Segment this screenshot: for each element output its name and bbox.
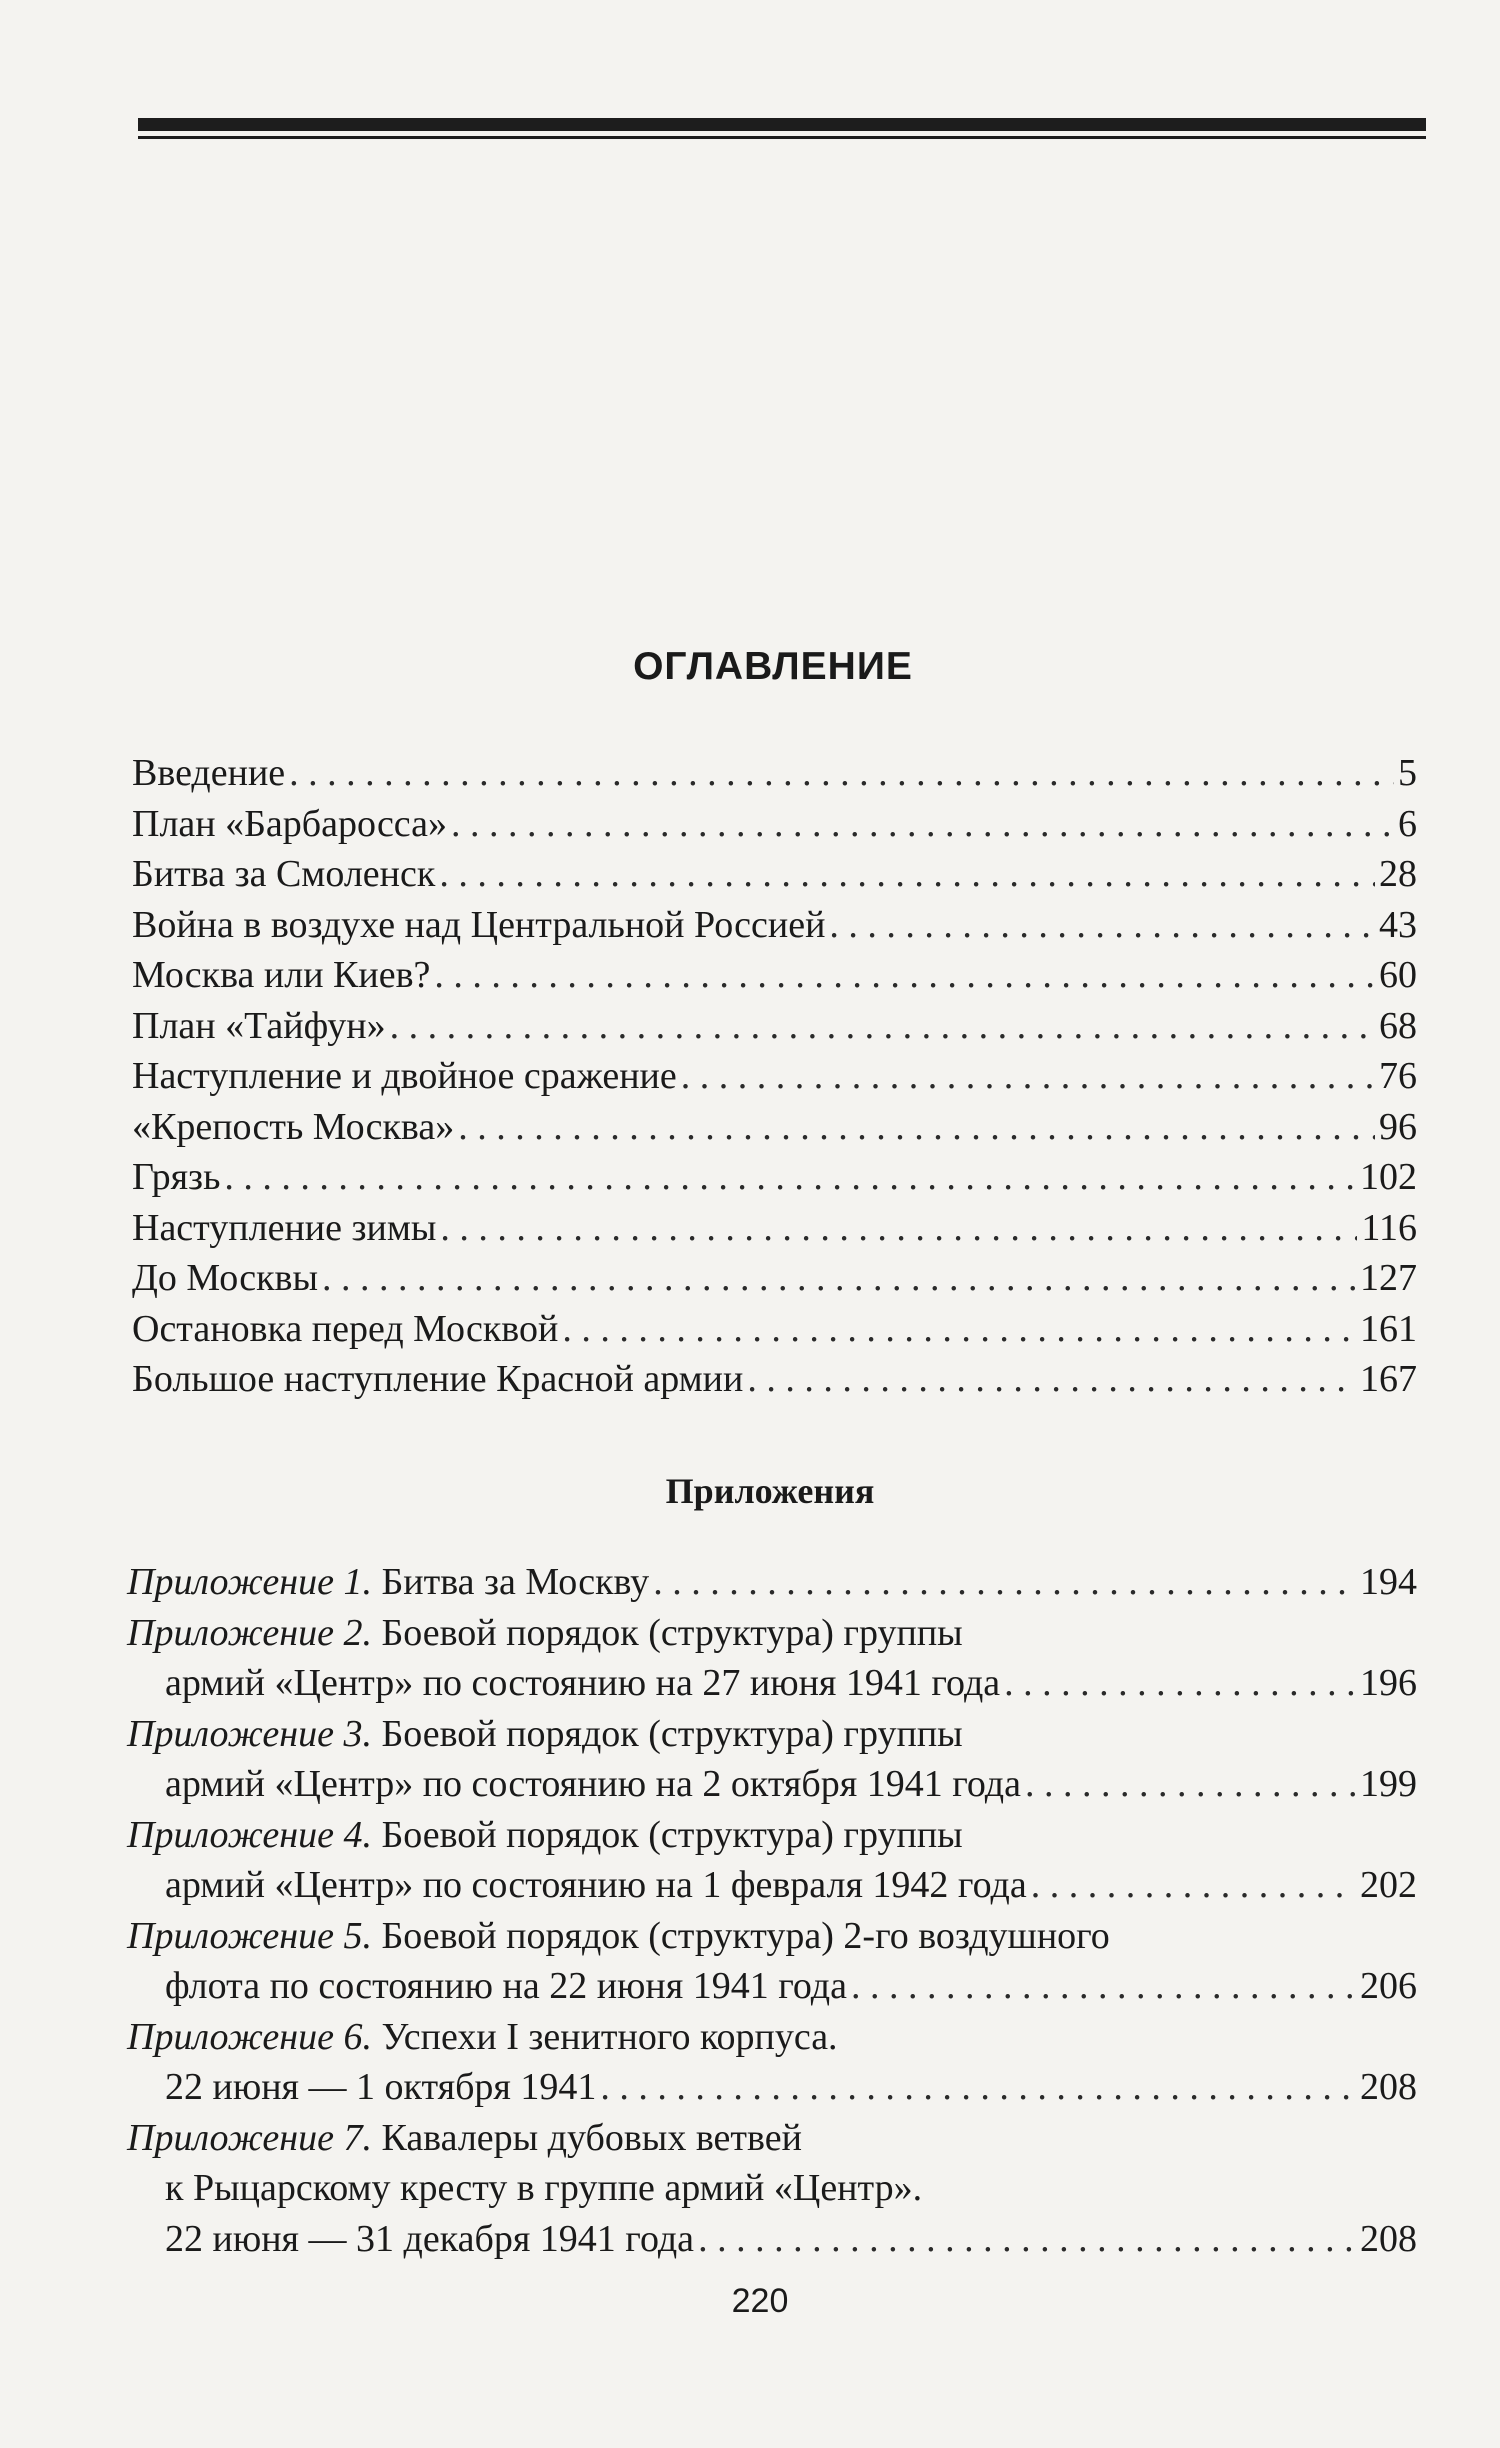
leader-dots — [825, 900, 1375, 951]
appendix-label: Приложение 6. — [127, 2015, 372, 2058]
leader-dots — [436, 1203, 1357, 1254]
toc-entry — [132, 1304, 1417, 1355]
appendix-line: к Рыцарскому кресту в группе армий «Центр». — [165, 2167, 923, 2209]
toc-entry-page: 76 — [1379, 1055, 1417, 1097]
leader-dots — [677, 1051, 1375, 1102]
toc-entry-page: 167 — [1360, 1358, 1417, 1400]
leader-dots — [220, 1152, 1356, 1203]
appendix-page: 196 — [1360, 1662, 1417, 1704]
header-rule-thick — [138, 118, 1426, 131]
appendix-entry — [127, 2012, 1417, 2113]
appendix-label: Приложение 5. — [127, 1914, 372, 1957]
toc-entry — [132, 1152, 1417, 1203]
appendix-page: 208 — [1360, 2217, 1417, 2260]
appendix-line: армий «Центр» по состоянию на 27 июня 1941 года — [165, 1662, 1001, 1704]
toc-entry-title: Наступление и двойное сражение — [132, 1055, 677, 1097]
toc-entry-page: 28 — [1379, 853, 1417, 895]
toc-entry-title: Грязь — [132, 1156, 221, 1198]
toc-entry-title: Война в воздухе над Центральной Россией — [132, 903, 826, 946]
toc-entry-title: «Крепость Москва» — [132, 1105, 455, 1148]
leader-dots — [847, 1961, 1356, 2012]
toc-entry — [132, 748, 1417, 799]
leader-dots — [1027, 1860, 1356, 1911]
appendix-entry — [127, 1810, 1417, 1911]
toc-entry-page: 116 — [1361, 1206, 1417, 1249]
toc-entry-page: 68 — [1379, 1004, 1417, 1047]
toc-entry — [132, 849, 1417, 900]
leader-dots — [430, 950, 1375, 1001]
toc-entry — [132, 1102, 1417, 1153]
leader-dots — [558, 1304, 1356, 1355]
toc-entry — [132, 1354, 1417, 1405]
appendix-entry — [127, 2113, 1417, 2265]
toc-entry-title: Остановка перед Москвой — [132, 1307, 559, 1350]
appendix-line: 22 июня — 31 декабря 1941 года — [165, 2217, 695, 2260]
toc-entry-title: Большое наступление Красной армии — [132, 1358, 744, 1400]
toc-entry-page: 102 — [1360, 1156, 1417, 1198]
leader-dots — [285, 748, 1394, 799]
toc-entry-page: 6 — [1398, 802, 1417, 845]
page-number: 220 — [731, 2282, 789, 2320]
appendix-line: армий «Центр» по состоянию на 1 февраля 1942 года — [165, 1864, 1027, 1906]
toc-entry-page: 127 — [1360, 1257, 1417, 1299]
toc-entry-title: Наступление зимы — [132, 1206, 437, 1249]
toc-entry-title: Москва или Киев? — [132, 954, 431, 996]
toc-list — [132, 748, 1417, 1405]
toc-entry — [132, 1203, 1417, 1254]
toc-heading: ОГЛАВЛЕНИЕ — [633, 645, 913, 688]
toc-entry-page: 60 — [1379, 954, 1417, 996]
appendix-label: Приложение 7. — [127, 2116, 372, 2159]
leader-dots — [596, 2062, 1356, 2113]
toc-entry-title: Введение — [132, 752, 286, 794]
appendix-page: 199 — [1360, 1763, 1417, 1805]
appendix-entry — [127, 1709, 1417, 1810]
toc-entry-title: План «Барбаросса» — [132, 802, 448, 845]
appendix-page: 208 — [1360, 2066, 1417, 2108]
leader-dots — [318, 1253, 1356, 1304]
appendix-line: Успехи I зенитного корпуса. — [381, 2015, 838, 2058]
toc-entry-title: Битва за Смоленск — [132, 853, 436, 895]
appendix-line: Битва за Москву — [381, 1561, 650, 1603]
toc-entry-page: 161 — [1360, 1307, 1417, 1350]
header-rule-thin — [138, 136, 1426, 139]
appendix-label: Приложение 3. — [127, 1712, 372, 1755]
toc-entry-title: План «Тайфун» — [132, 1004, 386, 1047]
leader-dots — [649, 1557, 1356, 1608]
appendix-line: Боевой порядок (структура) 2-го воздушного — [381, 1914, 1110, 1957]
appendix-entry — [127, 1557, 1417, 1608]
appendix-line: флота по состоянию на 22 июня 1941 года — [165, 1965, 847, 2007]
leader-dots — [1021, 1759, 1356, 1810]
appendix-entry — [127, 1608, 1417, 1709]
leader-dots — [435, 849, 1375, 900]
appendix-label: Приложение 2. — [127, 1611, 372, 1654]
leader-dots — [743, 1354, 1356, 1405]
appendix-line: армий «Центр» по состоянию на 2 октября 1941 года — [165, 1763, 1021, 1805]
toc-entry-title: До Москвы — [132, 1257, 319, 1299]
toc-entry — [132, 799, 1417, 850]
toc-entry-page: 96 — [1379, 1105, 1417, 1148]
toc-entry — [132, 900, 1417, 951]
toc-entry-page: 43 — [1379, 903, 1417, 946]
appendix-page: 194 — [1360, 1561, 1417, 1603]
appendix-page: 202 — [1360, 1864, 1417, 1906]
appendix-line: 22 июня — 1 октября 1941 — [165, 2066, 597, 2108]
leader-dots — [694, 2214, 1356, 2265]
appendix-line: Боевой порядок (структура) группы — [381, 1712, 963, 1755]
appendix-label: Приложение 4. — [127, 1813, 372, 1856]
appendix-line: Кавалеры дубовых ветвей — [381, 2116, 802, 2159]
appendix-heading: Приложения — [665, 1471, 875, 1511]
toc-entry — [132, 1253, 1417, 1304]
toc-entry — [132, 950, 1417, 1001]
appendix-list — [127, 1557, 1417, 2264]
toc-entry-page: 5 — [1398, 752, 1417, 794]
leader-dots — [1000, 1658, 1356, 1709]
appendix-label: Приложение 1. — [127, 1561, 372, 1603]
appendix-line: Боевой порядок (структура) группы — [381, 1611, 963, 1654]
leader-dots — [386, 1001, 1375, 1052]
toc-entry — [132, 1051, 1417, 1102]
appendix-line: Боевой порядок (структура) группы — [381, 1813, 963, 1856]
leader-dots — [447, 799, 1394, 850]
appendix-entry — [127, 1911, 1417, 2012]
toc-entry — [132, 1001, 1417, 1052]
appendix-page: 206 — [1360, 1965, 1417, 2007]
leader-dots — [454, 1102, 1375, 1153]
